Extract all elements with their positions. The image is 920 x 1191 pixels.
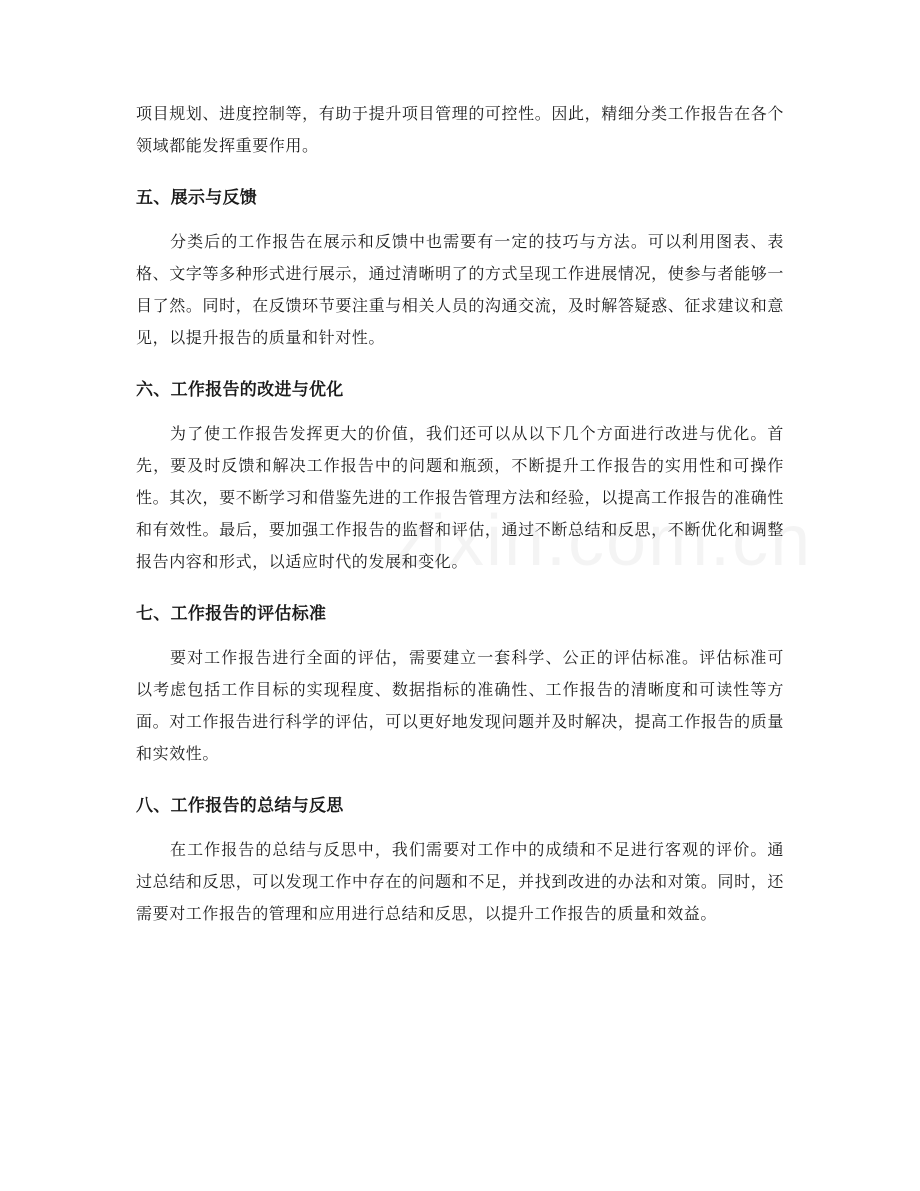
section-heading: 七、工作报告的评估标准 xyxy=(136,604,327,624)
section-heading: 六、工作报告的改进与优化 xyxy=(136,380,344,400)
section-body: 要对工作报告进行全面的评估，需要建立一套科学、公正的评估标准。评估标准可以考虑包括工作目标的实现程度、数据指标的准确性、工作报告的清晰度和可读性等方面。对工作报告进行科学的评估，可以更好地发现问题并及时解决，提高工作报告的质量和实效性。 xyxy=(136,648,784,763)
section-body: 在工作报告的总结与反思中，我们需要对工作中的成绩和不足进行客观的评价。通过总结和反思，可以发现工作中存在的问题和不足，并找到改进的办法和对策。同时，还需要对工作报告的管理和应用进行总结和反思，以提升工作报告的质量和效益。 xyxy=(136,840,784,923)
section-6 xyxy=(136,376,784,578)
section-body: 为了使工作报告发挥更大的价值，我们还可以从以下几个方面进行改进与优化。首先，要及时反馈和解决工作报告中的问题和瓶颈，不断提升工作报告的实用性和可操作性。其次，要不断学习和借鉴先进的工作报告管理方法和经验，以提高工作报告的准确性和有效性。最后，要加强工作报告的监督和评估，通过不断总结和反思，不断优化和调整报告内容和形式，以适应时代的发展和变化。 xyxy=(136,424,784,571)
section-8 xyxy=(136,792,784,930)
section-heading: 五、展示与反馈 xyxy=(136,188,258,208)
section-5 xyxy=(136,184,784,354)
section-heading: 八、工作报告的总结与反思 xyxy=(136,796,344,816)
section-body: 分类后的工作报告在展示和反馈中也需要有一定的技巧与方法。可以利用图表、表格、文字等多种形式进行展示，通过清晰明了的方式呈现工作进展情况，使参与者能够一目了然。同时，在反馈环节要注重与相关人员的沟通交流，及时解答疑惑、征求建议和意见，以提升报告的质量和针对性。 xyxy=(136,232,784,347)
section-7 xyxy=(136,600,784,770)
intro-paragraph: 项目规划、进度控制等，有助于提升项目管理的可控性。因此，精细分类工作报告在各个领域都能发挥重要作用。 xyxy=(136,104,784,155)
document-page xyxy=(136,98,784,952)
